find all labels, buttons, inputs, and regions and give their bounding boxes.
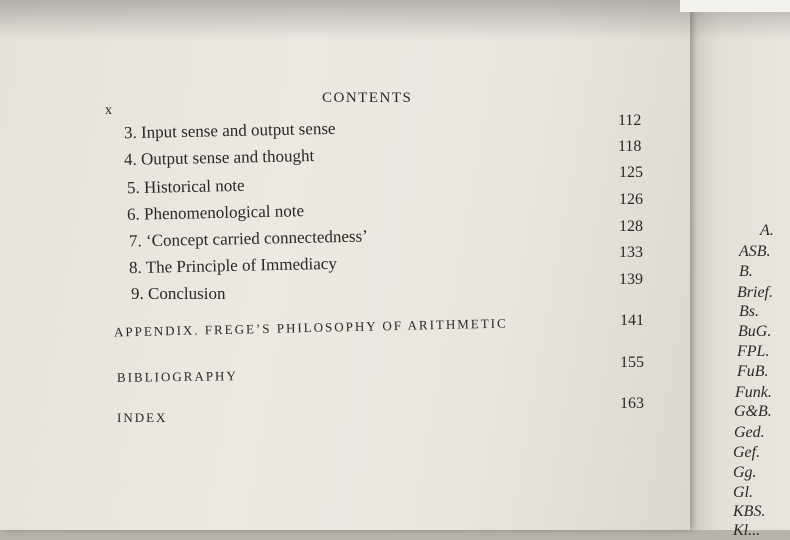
abbreviation: Gl. <box>733 484 753 501</box>
running-head: CONTENTS <box>322 90 413 106</box>
abbreviation: Brief. <box>737 284 773 301</box>
abbreviation: B. <box>739 263 753 280</box>
toc-entry-label: 7. ‘Concept carried connectedness’ <box>128 226 369 251</box>
abbreviation: KBS. <box>733 503 766 520</box>
abbreviation: Funk. <box>735 384 772 401</box>
abbreviation: ASB. <box>739 243 771 260</box>
toc-section-page: 141 <box>620 312 644 329</box>
abbreviation: Kl... <box>733 522 761 539</box>
abbreviation: Gef. <box>733 444 761 461</box>
toc-entry-page: 118 <box>618 138 642 155</box>
toc-section-page: 155 <box>620 354 644 371</box>
abbreviation: A. <box>760 222 774 239</box>
toc-section-label: APPENDIX. FREGE’S PHILOSOPHY OF ARITHMETIC <box>113 315 508 340</box>
toc-entry-page: 133 <box>619 244 643 261</box>
abbreviation: Bs. <box>739 303 759 320</box>
toc-section-label: BIBLIOGRAPHY <box>116 368 238 385</box>
toc-entry-label: 4. Output sense and thought <box>123 146 315 169</box>
abbreviation: BuG. <box>738 323 772 340</box>
toc-entry-label: 8. The Principle of Immediacy <box>128 253 338 278</box>
toc-entry-page: 128 <box>619 218 643 235</box>
toc-entry-page: 126 <box>619 191 643 208</box>
toc-entry-label: 9. Conclusion <box>131 284 226 303</box>
toc-entry-label: 3. Input sense and output sense <box>123 118 336 143</box>
page-corner <box>680 0 790 12</box>
toc-entry-label: 6. Phenomenological note <box>126 201 305 224</box>
abbreviation: Ged. <box>734 424 765 441</box>
abbreviation: Gg. <box>733 464 757 481</box>
abbreviation: FuB. <box>737 363 769 380</box>
abbreviation: G&B. <box>734 403 772 420</box>
toc-entry-page: 125 <box>619 164 643 181</box>
toc-section-label: INDEX <box>117 410 168 425</box>
abbreviation: FPL. <box>737 343 770 360</box>
toc-section-page: 163 <box>620 395 644 412</box>
toc-entry-page: 112 <box>618 112 642 129</box>
toc-entry-page: 139 <box>619 271 643 288</box>
toc-entry-label: 5. Historical note <box>126 175 245 198</box>
folio-number: x <box>105 103 112 118</box>
